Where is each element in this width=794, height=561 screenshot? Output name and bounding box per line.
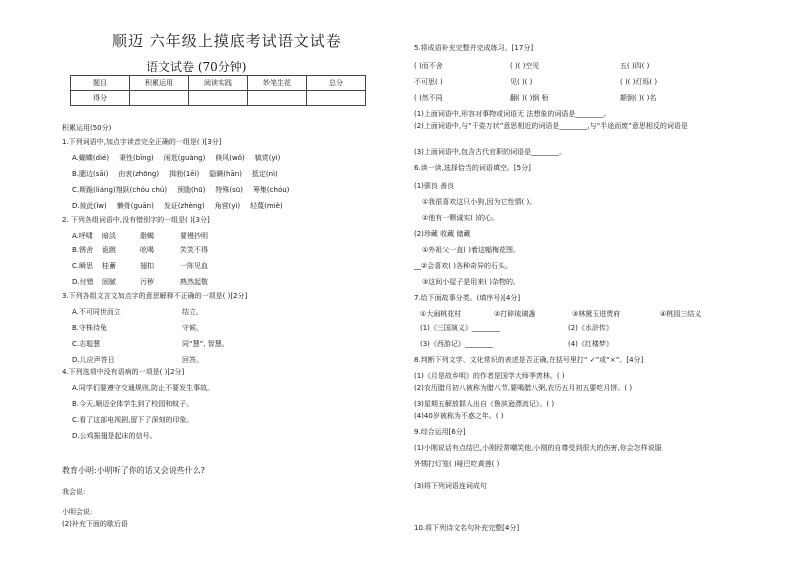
option-text: 预勖(hū)	[177, 186, 206, 194]
q1-option-a	[72, 154, 280, 163]
option-text: 抵定(nì)	[251, 170, 278, 178]
story-item: ④桃园三结义	[660, 310, 702, 318]
page-title: 顺迈 六年级上摸底考试语文试卷	[112, 32, 342, 50]
idiom-blank: 五( )四( )	[620, 62, 650, 70]
idiom-blank: ( )而不舍	[414, 62, 443, 70]
classic-blank: (2)《水浒传》	[568, 324, 613, 332]
classic-blank: (3)《西游记》________	[420, 340, 493, 348]
option-text: 回答。	[182, 356, 203, 364]
option-text: 由衷(zhōng)	[118, 170, 160, 178]
option-text: 守候。	[182, 324, 203, 332]
option-text: 角营(yì)	[214, 202, 241, 210]
q4-option-c: C.看了这部电视剧,留下了深刻的印象。	[72, 416, 194, 424]
option-text: A.不可同世而立	[72, 308, 121, 316]
option-text: 污秽	[140, 278, 154, 286]
q6-group1-b: ②他有一颗诚实( )的心。	[422, 214, 499, 222]
option-text: B.守株待兔	[72, 324, 108, 332]
score-header-total: 总分	[307, 76, 366, 91]
q4-option-d: D.公鸡振翅是起床的信号。	[72, 432, 157, 440]
idiom-blank: ( )( )空见	[510, 62, 540, 70]
story-item: ②打碎琉璃盏	[494, 310, 536, 318]
idiom-blank: 颠倒( )( )名	[620, 94, 657, 102]
option-text: 吆喝	[140, 246, 154, 254]
option-text: D.儿应声答日	[72, 356, 115, 364]
xiaoming-says-label: 小明会说:	[62, 508, 93, 516]
q5-sub1: (1)上面词语中,形容对事物或词语无 法想象的词语是________。	[414, 110, 611, 118]
q8-item-2: (2)农历腊月初八被称为腊八节,要喝腊八粥,农历五月初五要吃月饼。( )	[414, 384, 633, 392]
idiom-blank: 不可思( )	[414, 78, 443, 86]
option-text: 特殊(sū)	[215, 186, 243, 194]
option-text: 发证(zhèng)	[163, 202, 205, 210]
q6-group2-a: ①外祖父一直( )着这幅梅花图。	[422, 246, 520, 254]
score-row-label: 得分	[71, 91, 130, 106]
q4-stem: 4.下列选项中没有语病的一项是( )[2分]	[62, 368, 185, 376]
classic-blank: (1)《三国演义》________	[420, 324, 500, 332]
q10-stem: 10.将下列诗文名句补充完整[4分]	[414, 524, 520, 532]
q2-stem: 2. 下列各组词语中,没有错别字的一组是( )[3分]	[62, 216, 210, 224]
q1-option-c	[72, 186, 289, 195]
i-say-label: 我会说:	[62, 488, 86, 496]
score-cell[interactable]	[307, 91, 366, 106]
q5-stem: 5.将成语补充完整并完成练习。[17分]	[414, 44, 534, 52]
q3-stem: 3.下列各组文言文加点字的意思解释不正确的一项是( )[2分]	[62, 292, 248, 300]
option-text: 笑笑不得	[180, 246, 208, 254]
idiom-blank: 见( )( )	[510, 78, 533, 86]
q8-stem: 8.判断下列文学、文化常识的表述是否正确,在括号里打“ ✓”或“×”。[4分]	[414, 356, 644, 364]
option-text: 暗淡	[102, 232, 116, 240]
q9-line-1: (1)小刚说话有点结巴,小刚经常嘲笑他,小刚的自尊受到很大的伤害,你会怎样说服	[414, 444, 662, 452]
option-text: 揖勃(1ēi)	[169, 170, 200, 178]
q9-stem: 9.综合运用[6分]	[414, 428, 466, 436]
q6-group1-a: ①我很喜欢这只小狗,因为它性情( )。	[422, 198, 537, 206]
q8-item-4: (4)40岁被称为不惑之年。( )	[414, 412, 504, 420]
option-text: 要慢抄明	[180, 232, 208, 240]
score-table-score-row	[71, 91, 366, 106]
option-text: 同“慧”, 智慧。	[182, 340, 229, 348]
score-table	[70, 75, 366, 106]
score-cell[interactable]	[248, 91, 307, 106]
option-text: 熟然起敬	[180, 278, 208, 286]
idiom-blank: ( )然不同	[414, 94, 443, 102]
q6-stem: 6.读一读,选择恰当的词语填空。[5分]	[414, 164, 531, 172]
option-text: 轻蔑(miè)	[250, 202, 283, 210]
q9-line-3: (3)将下列词语连词成句	[414, 482, 487, 490]
option-text: C.瞬思	[72, 262, 94, 270]
idiom-blank: 翻( )( )倒 桓	[510, 94, 549, 102]
q1-option-b	[72, 170, 278, 179]
q7-stem: 7.给下面故事分类。(填序号)[4分]	[414, 294, 521, 302]
score-table-header-row	[71, 76, 366, 91]
option-text: B.腮边(sāi)	[72, 170, 109, 178]
q9-line-2: 外甥打灯笼( )哑巴吃黄莲( )	[414, 460, 500, 468]
q1-stem: 1.下列词语中,加点字读音完全正确的一组是( )[3分]	[62, 138, 222, 146]
option-text: 一阵见血	[180, 262, 208, 270]
option-text: 闲逛(guàng)	[163, 154, 206, 162]
option-text: 隐瞒(hān)	[209, 170, 242, 178]
option-text: 秉性(bǐng)	[119, 154, 154, 162]
exam-subtitle: 语文试卷 (70分钟)	[146, 60, 247, 74]
q8-item-1: (1)《月是故乡明》的作者是国学大师季羡林。( )	[414, 372, 565, 380]
q6-group1-words: (1)驯良 善良	[414, 182, 455, 190]
score-header-accumulation: 积累运用	[130, 76, 189, 91]
option-text: 翅扣	[140, 262, 154, 270]
score-header-reading: 阅读实践	[189, 76, 248, 91]
q4-option-b: B.今天,顺迈全体学生到了校园和蚊子。	[72, 400, 194, 408]
story-item: ③林黛玉进贾府	[572, 310, 621, 318]
q8-item-3: (3)星期五解放群人出自《鲁滨逊漂流记》。( )	[414, 400, 555, 408]
score-cell[interactable]	[189, 91, 248, 106]
q6-group2-words: (2)珍藏 收藏 储藏	[414, 230, 471, 238]
q5-sub3: (3)上面词语中,包含古代官职的词语是________。	[414, 148, 567, 156]
option-text: A.呼啸	[72, 232, 93, 240]
option-text: 固腻	[102, 278, 116, 286]
idiom-blank: ( )( )灯烁( )	[620, 78, 658, 86]
proverb-completion-prompt: (2)补充下面的歇后语	[62, 520, 128, 528]
option-text: 诡跳	[102, 246, 116, 254]
option-text: 脂蝎	[140, 232, 154, 240]
classic-blank: (4)《红楼梦》	[568, 340, 613, 348]
option-text: 懒骨(guān)	[116, 202, 154, 210]
q5-sub2: (2)上面词语中,与“千姿万状”意思相近的词语是________,与“半途而废”意思相反的词语是	[414, 122, 688, 130]
option-text: A.蝴蝶(dié)	[72, 154, 110, 162]
option-text: C.志聪慧	[72, 340, 101, 348]
q1-option-d	[72, 202, 283, 211]
story-item: ①大闹桃花村	[420, 310, 462, 318]
section-title: 积累运用(50分)	[62, 124, 112, 132]
option-text: D.付错	[72, 278, 94, 286]
option-text: B.锈舍	[72, 246, 94, 254]
q4-option-a: A.同学们要遵守交通规则,防止不要发生事故。	[72, 384, 215, 392]
score-header-item: 题目	[71, 76, 130, 91]
option-text: D.彼此(ǐw)	[72, 202, 107, 210]
option-text: 犒赏(yì)	[254, 154, 281, 162]
score-cell[interactable]	[130, 91, 189, 106]
q6-group2-c: ③这间小屋子是用来( )杂物的。	[422, 278, 520, 286]
score-header-writing: 妙笔生花	[248, 76, 307, 91]
option-text: C.斯跪(liáng)翔跃(chóu chú)	[72, 186, 168, 194]
option-text: 桂蓄	[102, 262, 116, 270]
option-text: 倏风(wǒ)	[215, 154, 245, 162]
q6-group2-b: __②会喜欢( )各种奇异的石头。	[414, 262, 512, 270]
option-text: 结立。	[182, 308, 203, 316]
dialog-question: 教育小明:小明听了你的话又会说些什么?	[62, 466, 205, 475]
option-text: 筹集(chóu)	[252, 186, 290, 194]
